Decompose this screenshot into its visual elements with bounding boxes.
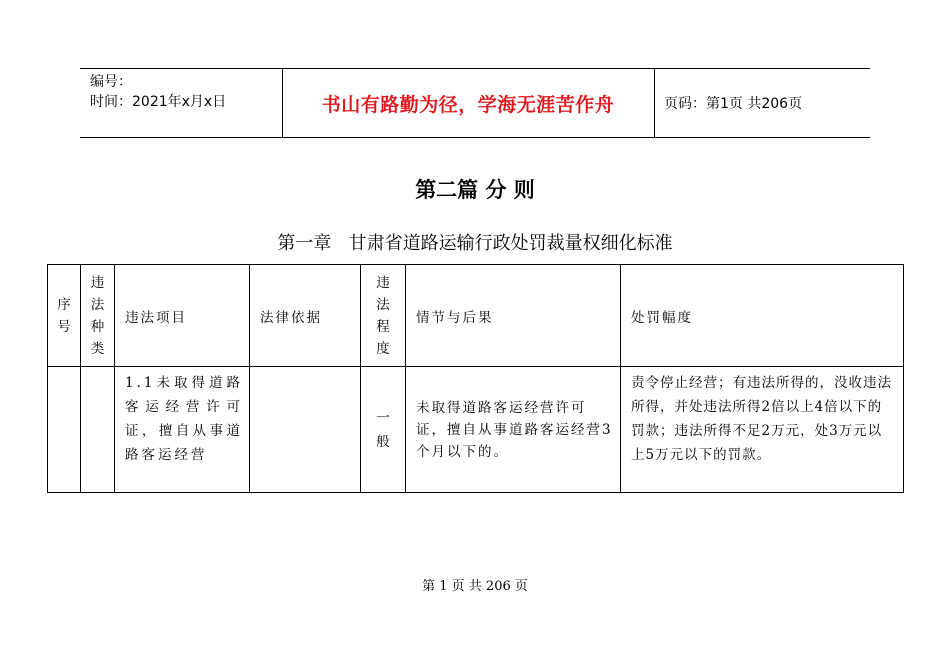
cell-degree: 一般 (361, 367, 406, 493)
header-seq: 序号 (48, 265, 81, 367)
header-meta (90, 72, 226, 112)
header-divider (654, 69, 655, 137)
cell-circumstances: 未取得道路客运经营许可证，擅自从事道路客运经营3个月以下的。 (406, 367, 621, 493)
chapter-title: 第一章 甘肃省道路运输行政处罚裁量权细化标准 (277, 233, 673, 254)
cell-legal-basis (250, 367, 361, 493)
header-degree: 违法程度 (361, 265, 406, 367)
header-motto: 书山有路勤为径，学海无涯苦作舟 (321, 93, 615, 116)
header-page-code: 页码：第1页 共206页 (664, 96, 803, 112)
header-item: 违法项目 (115, 265, 250, 367)
document-time: 时间：2021年x月x日 (90, 94, 227, 110)
document-number-label: 编号： (90, 74, 132, 90)
table-row (48, 367, 904, 493)
part-title: 第二篇 分 则 (415, 177, 535, 202)
header-legal-basis: 法律依据 (250, 265, 361, 367)
header-circumstances: 情节与后果 (406, 265, 621, 367)
header-category: 违法种类 (81, 265, 115, 367)
cell-penalty: 责令停止经营；有违法所得的，没收违法所得，并处违法所得2倍以上4倍以下的罚款；违法所得不足2万元，处3万元以上5万元以下的罚款。 (621, 367, 904, 493)
table-header-row (48, 265, 904, 367)
header-penalty: 处罚幅度 (621, 265, 904, 367)
page-footer: 第 1 页 共 206 页 (422, 579, 528, 594)
page-header (80, 68, 870, 138)
penalty-standard-table (47, 264, 904, 493)
cell-category (81, 367, 115, 493)
cell-seq (48, 367, 81, 493)
cell-violation-item: 1.1未取得道路客运经营许可证，擅自从事道路客运经营 (115, 367, 250, 493)
